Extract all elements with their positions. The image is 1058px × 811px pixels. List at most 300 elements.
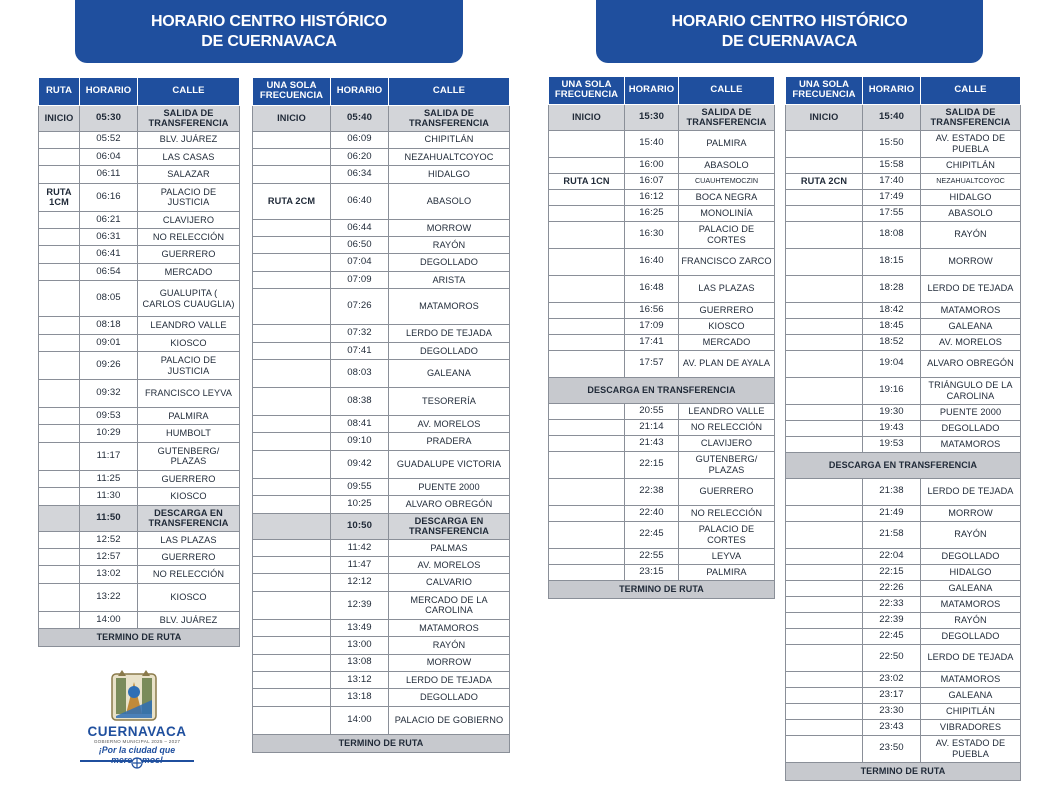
schedule-row bbox=[786, 719, 1021, 735]
street-cell: LAS PLAZAS bbox=[138, 531, 240, 548]
time-cell: 23:43 bbox=[863, 719, 921, 735]
schedule-row bbox=[39, 531, 240, 548]
schedule-row bbox=[786, 377, 1021, 404]
discharge-label: DESCARGA EN TRANSFERENCIA bbox=[786, 452, 1021, 478]
street-cell: GALEANA bbox=[921, 687, 1021, 703]
street-cell: SALIDA DE TRANSFERENCIA bbox=[138, 105, 240, 131]
route-cell bbox=[786, 548, 863, 564]
schedule-row bbox=[253, 574, 510, 591]
schedule-row bbox=[549, 451, 775, 478]
street-cell: LEYVA bbox=[679, 548, 775, 564]
route-end-label: TERMINO DE RUTA bbox=[39, 629, 240, 647]
time-cell: 15:40 bbox=[863, 104, 921, 130]
route-cell bbox=[253, 254, 331, 271]
schedule-row bbox=[253, 416, 510, 433]
street-cell: VIBRADORES bbox=[921, 719, 1021, 735]
route-cell bbox=[549, 478, 625, 505]
schedule-row bbox=[786, 478, 1021, 505]
route-cell bbox=[253, 360, 331, 388]
schedule-row bbox=[786, 334, 1021, 350]
municipal-crest-icon bbox=[106, 668, 162, 724]
route-cell bbox=[39, 246, 80, 263]
time-cell: 09:01 bbox=[80, 334, 138, 351]
route-cell bbox=[39, 211, 80, 228]
street-cell: PALACIO DE GOBIERNO bbox=[389, 706, 510, 734]
time-cell: 22:50 bbox=[863, 644, 921, 671]
schedule-row bbox=[786, 687, 1021, 703]
route-cell bbox=[549, 157, 625, 173]
street-cell: TESORERÍA bbox=[389, 388, 510, 416]
schedule-row bbox=[786, 703, 1021, 719]
street-cell: MORROW bbox=[389, 219, 510, 236]
schedule-row bbox=[786, 404, 1021, 420]
route-cell: RUTA 2CN bbox=[786, 173, 863, 189]
schedule-row bbox=[39, 505, 240, 531]
schedule-row bbox=[39, 263, 240, 280]
route-cell bbox=[253, 637, 331, 654]
street-cell: HIDALGO bbox=[921, 564, 1021, 580]
schedule-row bbox=[549, 403, 775, 419]
street-cell: PUENTE 2000 bbox=[921, 404, 1021, 420]
route-end-label: TERMINO DE RUTA bbox=[786, 762, 1021, 780]
time-cell: 13:02 bbox=[80, 566, 138, 583]
street-cell: FRANCISCO ZARCO bbox=[679, 248, 775, 275]
schedule-row bbox=[549, 189, 775, 205]
street-cell: AV. ESTADO DE PUEBLA bbox=[921, 735, 1021, 762]
cuernavaca-logo bbox=[78, 668, 196, 776]
street-cell: PALMIRA bbox=[679, 564, 775, 580]
street-cell: MORROW bbox=[921, 505, 1021, 521]
street-cell: MONOLINÍA bbox=[679, 205, 775, 221]
time-cell: 18:28 bbox=[863, 275, 921, 302]
street-cell: NO RELECCIÓN bbox=[679, 505, 775, 521]
route-cell bbox=[786, 302, 863, 318]
time-cell: 07:09 bbox=[331, 271, 389, 288]
time-cell: 16:48 bbox=[625, 275, 679, 302]
street-cell: CLAVIJERO bbox=[679, 435, 775, 451]
route-cell bbox=[549, 505, 625, 521]
schedule-row bbox=[253, 450, 510, 478]
street-cell: FRANCISCO LEYVA bbox=[138, 380, 240, 408]
schedule-row bbox=[253, 105, 510, 131]
street-cell: MERCADO bbox=[138, 263, 240, 280]
street-cell: AV. MORELOS bbox=[389, 556, 510, 573]
time-cell: 06:40 bbox=[331, 183, 389, 219]
time-cell: 12:57 bbox=[80, 548, 138, 565]
route-cell bbox=[253, 166, 331, 183]
route-cell bbox=[786, 596, 863, 612]
route-cell bbox=[39, 488, 80, 505]
route-cell bbox=[549, 130, 625, 157]
route-cell bbox=[786, 318, 863, 334]
header-calle: CALLE bbox=[138, 78, 240, 105]
schedule-row bbox=[549, 521, 775, 548]
time-cell: 18:42 bbox=[863, 302, 921, 318]
time-cell: 06:44 bbox=[331, 219, 389, 236]
time-cell: 10:25 bbox=[331, 496, 389, 513]
time-cell: 22:45 bbox=[625, 521, 679, 548]
route-cell bbox=[786, 189, 863, 205]
street-cell: LEANDRO VALLE bbox=[679, 403, 775, 419]
route-cell bbox=[549, 248, 625, 275]
time-cell: 06:31 bbox=[80, 229, 138, 246]
schedule-row bbox=[786, 596, 1021, 612]
route-cell bbox=[39, 505, 80, 531]
header-calle: CALLE bbox=[921, 77, 1021, 104]
time-cell: 21:49 bbox=[863, 505, 921, 521]
time-cell: 08:03 bbox=[331, 360, 389, 388]
route-cell: INICIO bbox=[253, 105, 331, 131]
schedule-row bbox=[549, 478, 775, 505]
schedule-row bbox=[786, 628, 1021, 644]
street-cell: GUALUPITA ( CARLOS CUAUGLIA) bbox=[138, 281, 240, 317]
street-cell: AV. MORELOS bbox=[389, 416, 510, 433]
banner-left-line1: HORARIO CENTRO HISTÓRICO bbox=[150, 12, 388, 30]
street-cell: PALMIRA bbox=[138, 408, 240, 425]
street-cell: LERDO DE TEJADA bbox=[921, 478, 1021, 505]
route-cell bbox=[253, 342, 331, 359]
route-cell bbox=[39, 317, 80, 334]
schedule-row bbox=[253, 237, 510, 254]
street-cell: PALACIO DE CORTES bbox=[679, 521, 775, 548]
route-cell bbox=[39, 281, 80, 317]
time-cell: 11:47 bbox=[331, 556, 389, 573]
schedule-row bbox=[39, 229, 240, 246]
schedule-row bbox=[549, 318, 775, 334]
route-cell bbox=[786, 644, 863, 671]
route-cell bbox=[549, 318, 625, 334]
schedule-row bbox=[39, 166, 240, 183]
route-cell bbox=[253, 289, 331, 325]
street-cell: GUADALUPE VICTORIA bbox=[389, 450, 510, 478]
time-cell: 05:30 bbox=[80, 105, 138, 131]
schedule-row bbox=[39, 425, 240, 442]
route-cell bbox=[786, 505, 863, 521]
schedule-row bbox=[253, 271, 510, 288]
street-cell: CUAUHTEMOCZIN bbox=[679, 173, 775, 189]
schedule-row bbox=[39, 148, 240, 165]
time-cell: 10:50 bbox=[331, 513, 389, 539]
time-cell: 06:20 bbox=[331, 148, 389, 165]
street-cell: ARISTA bbox=[389, 271, 510, 288]
schedule-row bbox=[786, 521, 1021, 548]
time-cell: 22:39 bbox=[863, 612, 921, 628]
time-cell: 22:33 bbox=[863, 596, 921, 612]
street-cell: DESCARGA EN TRANSFERENCIA bbox=[138, 505, 240, 531]
street-cell: PALACIO DE JUSTICIA bbox=[138, 183, 240, 211]
street-cell: RAYÓN bbox=[921, 612, 1021, 628]
schedule-row bbox=[549, 130, 775, 157]
time-cell: 09:53 bbox=[80, 408, 138, 425]
route-cell bbox=[786, 580, 863, 596]
route-cell bbox=[39, 408, 80, 425]
street-cell: BOCA NEGRA bbox=[679, 189, 775, 205]
header-ruta: RUTA bbox=[39, 78, 80, 105]
route-cell bbox=[253, 619, 331, 636]
street-cell: ABASOLO bbox=[679, 157, 775, 173]
route-cell bbox=[786, 687, 863, 703]
schedule-row bbox=[549, 419, 775, 435]
route-cell bbox=[549, 419, 625, 435]
time-cell: 16:12 bbox=[625, 189, 679, 205]
schedule-row bbox=[253, 539, 510, 556]
time-cell: 18:08 bbox=[863, 221, 921, 248]
route-cell bbox=[549, 275, 625, 302]
time-cell: 15:50 bbox=[863, 130, 921, 157]
street-cell: PUENTE 2000 bbox=[389, 478, 510, 495]
time-cell: 17:09 bbox=[625, 318, 679, 334]
route-cell: RUTA 1CN bbox=[549, 173, 625, 189]
route-cell bbox=[253, 433, 331, 450]
street-cell: LERDO DE TEJADA bbox=[921, 644, 1021, 671]
header-calle: CALLE bbox=[389, 78, 510, 105]
time-cell: 11:25 bbox=[80, 470, 138, 487]
time-cell: 06:34 bbox=[331, 166, 389, 183]
street-cell: RAYÓN bbox=[389, 637, 510, 654]
street-cell: CLAVIJERO bbox=[138, 211, 240, 228]
schedule-row bbox=[39, 183, 240, 211]
route-cell bbox=[253, 237, 331, 254]
time-cell: 14:00 bbox=[331, 706, 389, 734]
schedule-row bbox=[39, 408, 240, 425]
time-cell: 21:38 bbox=[863, 478, 921, 505]
street-cell: SALIDA DE TRANSFERENCIA bbox=[389, 105, 510, 131]
route-cell bbox=[39, 442, 80, 470]
schedule-row bbox=[39, 566, 240, 583]
street-cell: SALIDA DE TRANSFERENCIA bbox=[679, 104, 775, 130]
schedule-row bbox=[549, 435, 775, 451]
street-cell: MORROW bbox=[389, 654, 510, 671]
time-cell: 09:26 bbox=[80, 352, 138, 380]
schedule-row bbox=[549, 275, 775, 302]
time-cell: 18:45 bbox=[863, 318, 921, 334]
route-cell bbox=[786, 377, 863, 404]
route-cell bbox=[253, 706, 331, 734]
schedule-row bbox=[253, 219, 510, 236]
schedule-row bbox=[549, 350, 775, 377]
schedule-row bbox=[786, 420, 1021, 436]
time-cell: 19:30 bbox=[863, 404, 921, 420]
route-cell bbox=[39, 352, 80, 380]
street-cell: GUTENBERG/ PLAZAS bbox=[679, 451, 775, 478]
street-cell: GUERRERO bbox=[679, 478, 775, 505]
street-cell: PALACIO DE CORTES bbox=[679, 221, 775, 248]
time-cell: 21:58 bbox=[863, 521, 921, 548]
schedule-table-2cm bbox=[252, 78, 510, 753]
route-cell bbox=[786, 420, 863, 436]
time-cell: 09:42 bbox=[331, 450, 389, 478]
street-cell: MATAMOROS bbox=[921, 302, 1021, 318]
schedule-row bbox=[39, 105, 240, 131]
street-cell: MATAMOROS bbox=[921, 671, 1021, 687]
time-cell: 07:26 bbox=[331, 289, 389, 325]
schedule-row bbox=[253, 496, 510, 513]
street-cell: GUERRERO bbox=[138, 548, 240, 565]
time-cell: 11:30 bbox=[80, 488, 138, 505]
street-cell: GALEANA bbox=[921, 318, 1021, 334]
route-cell bbox=[549, 521, 625, 548]
time-cell: 13:49 bbox=[331, 619, 389, 636]
street-cell: AV. MORELOS bbox=[921, 334, 1021, 350]
header-horario: HORARIO bbox=[331, 78, 389, 105]
schedule-row bbox=[786, 564, 1021, 580]
time-cell: 17:40 bbox=[863, 173, 921, 189]
time-cell: 12:12 bbox=[331, 574, 389, 591]
schedule-row bbox=[786, 248, 1021, 275]
route-cell bbox=[39, 583, 80, 611]
time-cell: 21:14 bbox=[625, 419, 679, 435]
route-cell bbox=[253, 556, 331, 573]
street-cell: AV. PLAN DE AYALA bbox=[679, 350, 775, 377]
time-cell: 12:39 bbox=[331, 591, 389, 619]
street-cell: SALIDA DE TRANSFERENCIA bbox=[921, 104, 1021, 130]
street-cell: LAS CASAS bbox=[138, 148, 240, 165]
route-cell bbox=[549, 205, 625, 221]
schedule-row bbox=[39, 611, 240, 628]
time-cell: 16:56 bbox=[625, 302, 679, 318]
route-cell: INICIO bbox=[39, 105, 80, 131]
street-cell: HIDALGO bbox=[921, 189, 1021, 205]
schedule-row bbox=[253, 360, 510, 388]
route-cell bbox=[549, 564, 625, 580]
route-cell bbox=[39, 148, 80, 165]
route-cell bbox=[786, 221, 863, 248]
schedule-row bbox=[39, 470, 240, 487]
time-cell: 18:15 bbox=[863, 248, 921, 275]
time-cell: 09:32 bbox=[80, 380, 138, 408]
route-cell: INICIO bbox=[549, 104, 625, 130]
street-cell: BLV. JUÁREZ bbox=[138, 611, 240, 628]
schedule-row bbox=[39, 548, 240, 565]
route-cell bbox=[253, 219, 331, 236]
route-cell bbox=[786, 248, 863, 275]
time-cell: 05:40 bbox=[331, 105, 389, 131]
time-cell: 13:00 bbox=[331, 637, 389, 654]
time-cell: 19:04 bbox=[863, 350, 921, 377]
time-cell: 16:00 bbox=[625, 157, 679, 173]
street-cell: HIDALGO bbox=[389, 166, 510, 183]
header-horario: HORARIO bbox=[625, 77, 679, 104]
banner-left bbox=[75, 0, 463, 63]
route-cell bbox=[786, 671, 863, 687]
route-cell bbox=[549, 435, 625, 451]
route-cell bbox=[253, 148, 331, 165]
schedule-row bbox=[549, 302, 775, 318]
route-cell bbox=[253, 325, 331, 342]
street-cell: NO RELECCIÓN bbox=[679, 419, 775, 435]
street-cell: MERCADO DE LA CAROLINA bbox=[389, 591, 510, 619]
schedule-row bbox=[786, 221, 1021, 248]
route-cell bbox=[253, 513, 331, 539]
schedule-row bbox=[549, 334, 775, 350]
time-cell: 23:30 bbox=[863, 703, 921, 719]
street-cell: MATAMOROS bbox=[389, 619, 510, 636]
street-cell: DEGOLLADO bbox=[389, 254, 510, 271]
schedule-row bbox=[549, 548, 775, 564]
street-cell: DEGOLLADO bbox=[921, 628, 1021, 644]
time-cell: 06:09 bbox=[331, 131, 389, 148]
street-cell: GALEANA bbox=[921, 580, 1021, 596]
street-cell: MATAMOROS bbox=[389, 289, 510, 325]
time-cell: 15:40 bbox=[625, 130, 679, 157]
schedule-row bbox=[786, 157, 1021, 173]
time-cell: 20:55 bbox=[625, 403, 679, 419]
route-cell bbox=[786, 275, 863, 302]
header-frecuencia: UNA SOLA FRECUENCIA bbox=[786, 77, 863, 104]
logo-subtitle: GOBIERNO MUNICIPAL 2025 – 2027 bbox=[93, 739, 181, 744]
time-cell: 23:15 bbox=[625, 564, 679, 580]
route-cell bbox=[786, 404, 863, 420]
route-cell: INICIO bbox=[786, 104, 863, 130]
route-cell bbox=[253, 591, 331, 619]
time-cell: 23:17 bbox=[863, 687, 921, 703]
header-horario: HORARIO bbox=[863, 77, 921, 104]
time-cell: 08:38 bbox=[331, 388, 389, 416]
street-cell: RAYÓN bbox=[921, 521, 1021, 548]
route-cell bbox=[253, 671, 331, 688]
time-cell: 09:10 bbox=[331, 433, 389, 450]
time-cell: 08:18 bbox=[80, 317, 138, 334]
route-cell bbox=[786, 612, 863, 628]
street-cell: NO RELECCIÓN bbox=[138, 566, 240, 583]
time-cell: 15:58 bbox=[863, 157, 921, 173]
time-cell: 23:02 bbox=[863, 671, 921, 687]
schedule-row bbox=[253, 654, 510, 671]
street-cell: GUERRERO bbox=[138, 246, 240, 263]
time-cell: 12:52 bbox=[80, 531, 138, 548]
route-cell: RUTA 2CM bbox=[253, 183, 331, 219]
route-cell bbox=[786, 334, 863, 350]
route-cell bbox=[786, 703, 863, 719]
street-cell: PALACIO DE JUSTICIA bbox=[138, 352, 240, 380]
schedule-row bbox=[253, 478, 510, 495]
route-cell bbox=[253, 574, 331, 591]
route-cell bbox=[253, 131, 331, 148]
schedule-row bbox=[786, 130, 1021, 157]
schedule-row bbox=[253, 342, 510, 359]
header-frecuencia: UNA SOLA FRECUENCIA bbox=[549, 77, 625, 104]
schedule-row bbox=[786, 318, 1021, 334]
time-cell: 19:43 bbox=[863, 420, 921, 436]
header-horario: HORARIO bbox=[80, 78, 138, 105]
time-cell: 06:16 bbox=[80, 183, 138, 211]
header-calle: CALLE bbox=[679, 77, 775, 104]
banner-right bbox=[596, 0, 983, 63]
route-cell bbox=[39, 263, 80, 280]
schedule-row bbox=[39, 583, 240, 611]
schedule-row bbox=[549, 564, 775, 580]
time-cell: 22:55 bbox=[625, 548, 679, 564]
schedule-row bbox=[549, 157, 775, 173]
time-cell: 16:25 bbox=[625, 205, 679, 221]
street-cell: LERDO DE TEJADA bbox=[389, 325, 510, 342]
street-cell: CHIPITLÁN bbox=[389, 131, 510, 148]
route-cell bbox=[39, 425, 80, 442]
schedule-row bbox=[253, 706, 510, 734]
time-cell: 06:21 bbox=[80, 211, 138, 228]
route-cell bbox=[786, 157, 863, 173]
street-cell: MORROW bbox=[921, 248, 1021, 275]
time-cell: 22:15 bbox=[625, 451, 679, 478]
time-cell: 22:45 bbox=[863, 628, 921, 644]
route-cell bbox=[549, 350, 625, 377]
schedule-row bbox=[549, 505, 775, 521]
street-cell: NEZAHUALTCOYOC bbox=[389, 148, 510, 165]
time-cell: 17:49 bbox=[863, 189, 921, 205]
route-cell bbox=[786, 628, 863, 644]
street-cell: CHIPITLÁN bbox=[921, 703, 1021, 719]
schedule-row bbox=[786, 644, 1021, 671]
